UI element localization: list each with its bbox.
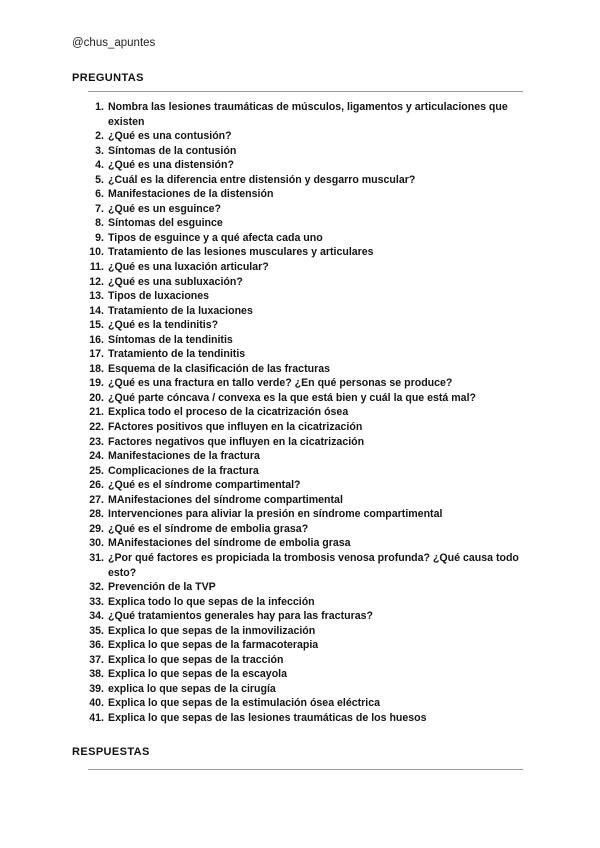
question-number: 4. [95, 159, 104, 172]
question-number: 22. [89, 421, 104, 434]
question-number: 9. [95, 231, 104, 244]
question-text: Manifestaciones de la distensión [108, 188, 274, 201]
question-text: Explica lo que sepas de la tracción [108, 653, 284, 666]
question-number: 8. [95, 217, 104, 230]
question-number: 40. [89, 697, 104, 710]
question-number: 27. [89, 493, 104, 506]
question-number: 33. [89, 595, 104, 608]
question-item [84, 376, 534, 391]
question-item [84, 289, 534, 304]
question-number: 16. [89, 333, 104, 346]
question-text: Tipos de luxaciones [108, 290, 210, 303]
question-number: 21. [89, 406, 104, 419]
question-text: Explica lo que sepas de la farmacoterapia [108, 639, 319, 652]
question-number: 38. [89, 668, 104, 681]
question-text: Explica lo que sepas de la estimulación ósea eléctrica [108, 697, 381, 710]
question-number: 3. [95, 144, 104, 157]
question-text: Complicaciones de la fractura [108, 464, 259, 477]
question-item [84, 391, 534, 406]
question-number: 15. [89, 319, 104, 332]
question-number: 34. [89, 610, 104, 623]
question-text: Tipos de esguince y a qué afecta cada uno [108, 231, 323, 244]
question-number: 25. [89, 464, 104, 477]
question-item [84, 362, 534, 377]
question-item [84, 260, 534, 275]
question-item [84, 187, 534, 202]
question-number: 20. [89, 391, 104, 404]
question-text: Prevención de la TVP [108, 581, 216, 594]
question-item [84, 173, 534, 188]
question-number: 24. [89, 450, 104, 463]
question-number: 13. [89, 290, 104, 303]
question-number: 36. [89, 639, 104, 652]
question-item [84, 275, 534, 290]
question-item [84, 231, 534, 246]
question-text: ¿Qué es una distensión? [108, 159, 234, 172]
question-text: Síntomas de la tendinitis [108, 333, 233, 346]
question-item [84, 624, 534, 639]
question-item [84, 216, 534, 231]
question-text: Explica lo que sepas de la escayola [108, 668, 288, 681]
question-item [84, 478, 534, 493]
question-text: ¿Qué es una subluxación? [108, 275, 243, 288]
question-number: 23. [89, 435, 104, 448]
question-text: ¿Por qué factores es propiciada la trombosis venosa profunda? ¿Qué causa todo esto? [108, 551, 519, 579]
question-text: ¿Qué es una luxación articular? [108, 261, 269, 274]
question-text: Tratamiento de la luxaciones [108, 304, 253, 317]
question-text: Esquema de la clasificación de las fracturas [108, 362, 330, 375]
question-item [84, 304, 534, 319]
question-item [84, 580, 534, 595]
question-item [84, 536, 534, 551]
question-text: ¿Qué es el síndrome compartimental? [108, 479, 301, 492]
question-item [84, 144, 534, 159]
question-text: FActores positivos que influyen en la cicatrización [108, 421, 363, 434]
question-text: Explica lo que sepas de la inmovilización [108, 624, 316, 637]
question-text: explica lo que sepas de la cirugía [108, 682, 276, 695]
question-number: 12. [89, 275, 104, 288]
question-number: 26. [89, 479, 104, 492]
question-item [84, 420, 534, 435]
question-number: 35. [89, 624, 104, 637]
question-item [84, 435, 534, 450]
question-number: 5. [95, 173, 104, 186]
question-item [84, 464, 534, 479]
question-text: Tratamiento de la tendinitis [108, 348, 246, 361]
question-item [84, 682, 534, 697]
question-text: MAnifestaciones del síndrome compartimental [108, 493, 343, 506]
question-number: 11. [89, 261, 104, 274]
question-item [84, 100, 534, 129]
question-item [84, 653, 534, 668]
question-number: 14. [89, 304, 104, 317]
answers-heading: RESPUESTAS [72, 746, 150, 758]
question-item [84, 449, 534, 464]
question-number: 6. [95, 188, 104, 201]
question-item [84, 507, 534, 522]
question-item [84, 202, 534, 217]
question-text: ¿Qué es el síndrome de embolia grasa? [108, 522, 309, 535]
question-number: 32. [89, 581, 104, 594]
question-item [84, 595, 534, 610]
question-text: ¿Qué es una fractura en tallo verde? ¿En qué personas se produce? [108, 377, 453, 390]
question-number: 7. [95, 202, 104, 215]
question-text: Factores negativos que influyen en la cicatrización [108, 435, 365, 448]
question-number: 37. [89, 653, 104, 666]
question-text: Intervenciones para aliviar la presión en síndrome compartimental [108, 508, 443, 521]
question-item [84, 347, 534, 362]
question-text: ¿Qué es la tendinitis? [108, 319, 219, 332]
question-text: Explica todo el proceso de la cicatrización ósea [108, 406, 349, 419]
question-text: Manifestaciones de la fractura [108, 450, 260, 463]
question-number: 29. [89, 522, 104, 535]
question-text: ¿Qué es un esguince? [108, 202, 222, 215]
question-number: 28. [89, 508, 104, 521]
question-number: 1. [95, 101, 104, 113]
question-number: 41. [89, 711, 104, 724]
question-item [84, 129, 534, 144]
question-text: Nombra las lesiones traumáticas de músculos, ligamentos y articulaciones que existen [108, 101, 508, 128]
question-number: 30. [89, 537, 104, 550]
question-text: Explica lo que sepas de las lesiones traumáticas de los huesos [108, 711, 427, 724]
answers-divider [88, 769, 523, 770]
author-handle: @chus_apuntes [72, 37, 156, 49]
question-item [84, 333, 534, 348]
question-item [84, 318, 534, 333]
question-item [84, 405, 534, 420]
question-item [84, 609, 534, 624]
question-text: Tratamiento de las lesiones musculares y articulares [108, 246, 374, 259]
question-number: 31. [89, 551, 104, 564]
question-number: 10. [89, 246, 104, 259]
questions-divider [88, 91, 523, 92]
question-item [84, 711, 534, 726]
question-number: 39. [89, 682, 104, 695]
question-text: ¿Qué tratamientos generales hay para las fracturas? [108, 610, 373, 623]
question-text: Síntomas del esguince [108, 217, 223, 230]
question-text: MAnifestaciones del síndrome de embolia grasa [108, 537, 351, 550]
question-text: ¿Qué es una contusión? [108, 130, 232, 143]
question-list [84, 100, 534, 726]
question-item [84, 551, 534, 580]
question-item [84, 158, 534, 173]
question-number: 19. [89, 377, 104, 390]
question-text: Síntomas de la contusión [108, 144, 237, 157]
question-text: ¿Qué parte cóncava / convexa es la que está bien y cuál la que está mal? [108, 391, 476, 404]
question-number: 17. [89, 348, 104, 361]
question-item [84, 522, 534, 537]
question-item [84, 638, 534, 653]
question-item [84, 493, 534, 508]
questions-heading: PREGUNTAS [72, 72, 144, 84]
question-text: Explica todo lo que sepas de la infección [108, 595, 315, 608]
question-item [84, 667, 534, 682]
question-number: 2. [95, 130, 104, 143]
question-item [84, 245, 534, 260]
question-text: ¿Cuál es la diferencia entre distensión y desgarro muscular? [108, 173, 416, 186]
question-number: 18. [89, 362, 104, 375]
question-item [84, 696, 534, 711]
